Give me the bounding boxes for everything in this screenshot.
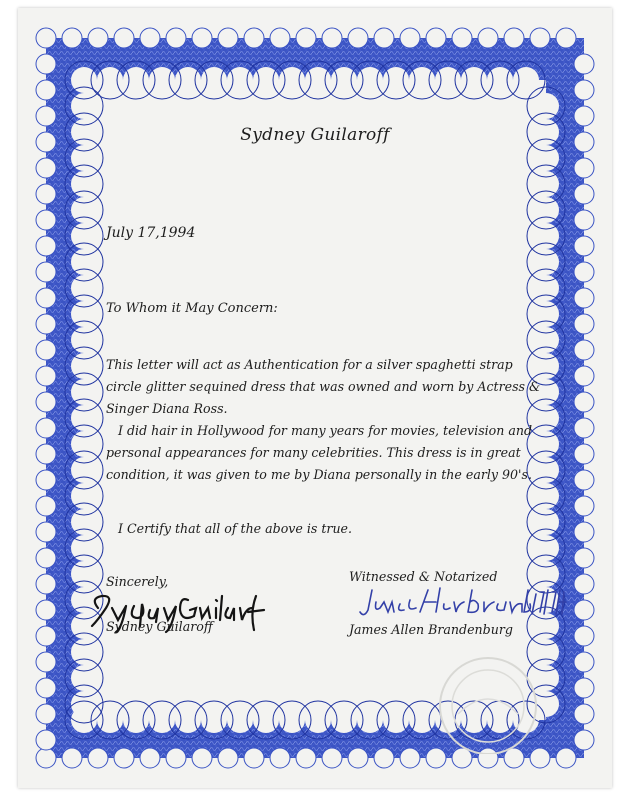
paragraph-2-line-2: personal appearances for many celebrities. This dress is in great	[106, 445, 521, 460]
witness-handwritten-signature	[358, 584, 568, 622]
letter-body	[18, 8, 612, 788]
signer-handwritten-signature	[88, 586, 268, 636]
closing: Sincerely,	[106, 574, 169, 589]
letterhead-title: Sydney Guilaroff	[240, 125, 390, 145]
paragraph-1-line-1: This letter will act as Authentication for a silver spaghetti strap	[106, 357, 513, 372]
paragraph-2-line-3: condition, it was given to me by Diana personally in the early 90's.	[106, 467, 532, 482]
notary-embossed-seal	[418, 644, 548, 754]
paragraph-1-line-3: Singer Diana Ross.	[106, 401, 228, 416]
letter-date: July 17,1994	[106, 225, 196, 241]
salutation: To Whom it May Concern:	[106, 301, 278, 316]
paragraph-2-line-1: I did hair in Hollywood for many years for movies, television and	[118, 423, 533, 438]
signer-name: Sydney Guilaroff	[106, 619, 213, 634]
witness-label: Witnessed & Notarized	[349, 569, 498, 584]
certificate-sheet	[18, 8, 612, 788]
certification-statement: I Certify that all of the above is true.	[118, 521, 353, 536]
letter-paragraphs	[106, 354, 556, 486]
witness-name: James Allen Brandenburg	[349, 622, 513, 637]
paragraph-1-line-2: circle glitter sequined dress that was owned and worn by Actress &	[106, 379, 541, 394]
